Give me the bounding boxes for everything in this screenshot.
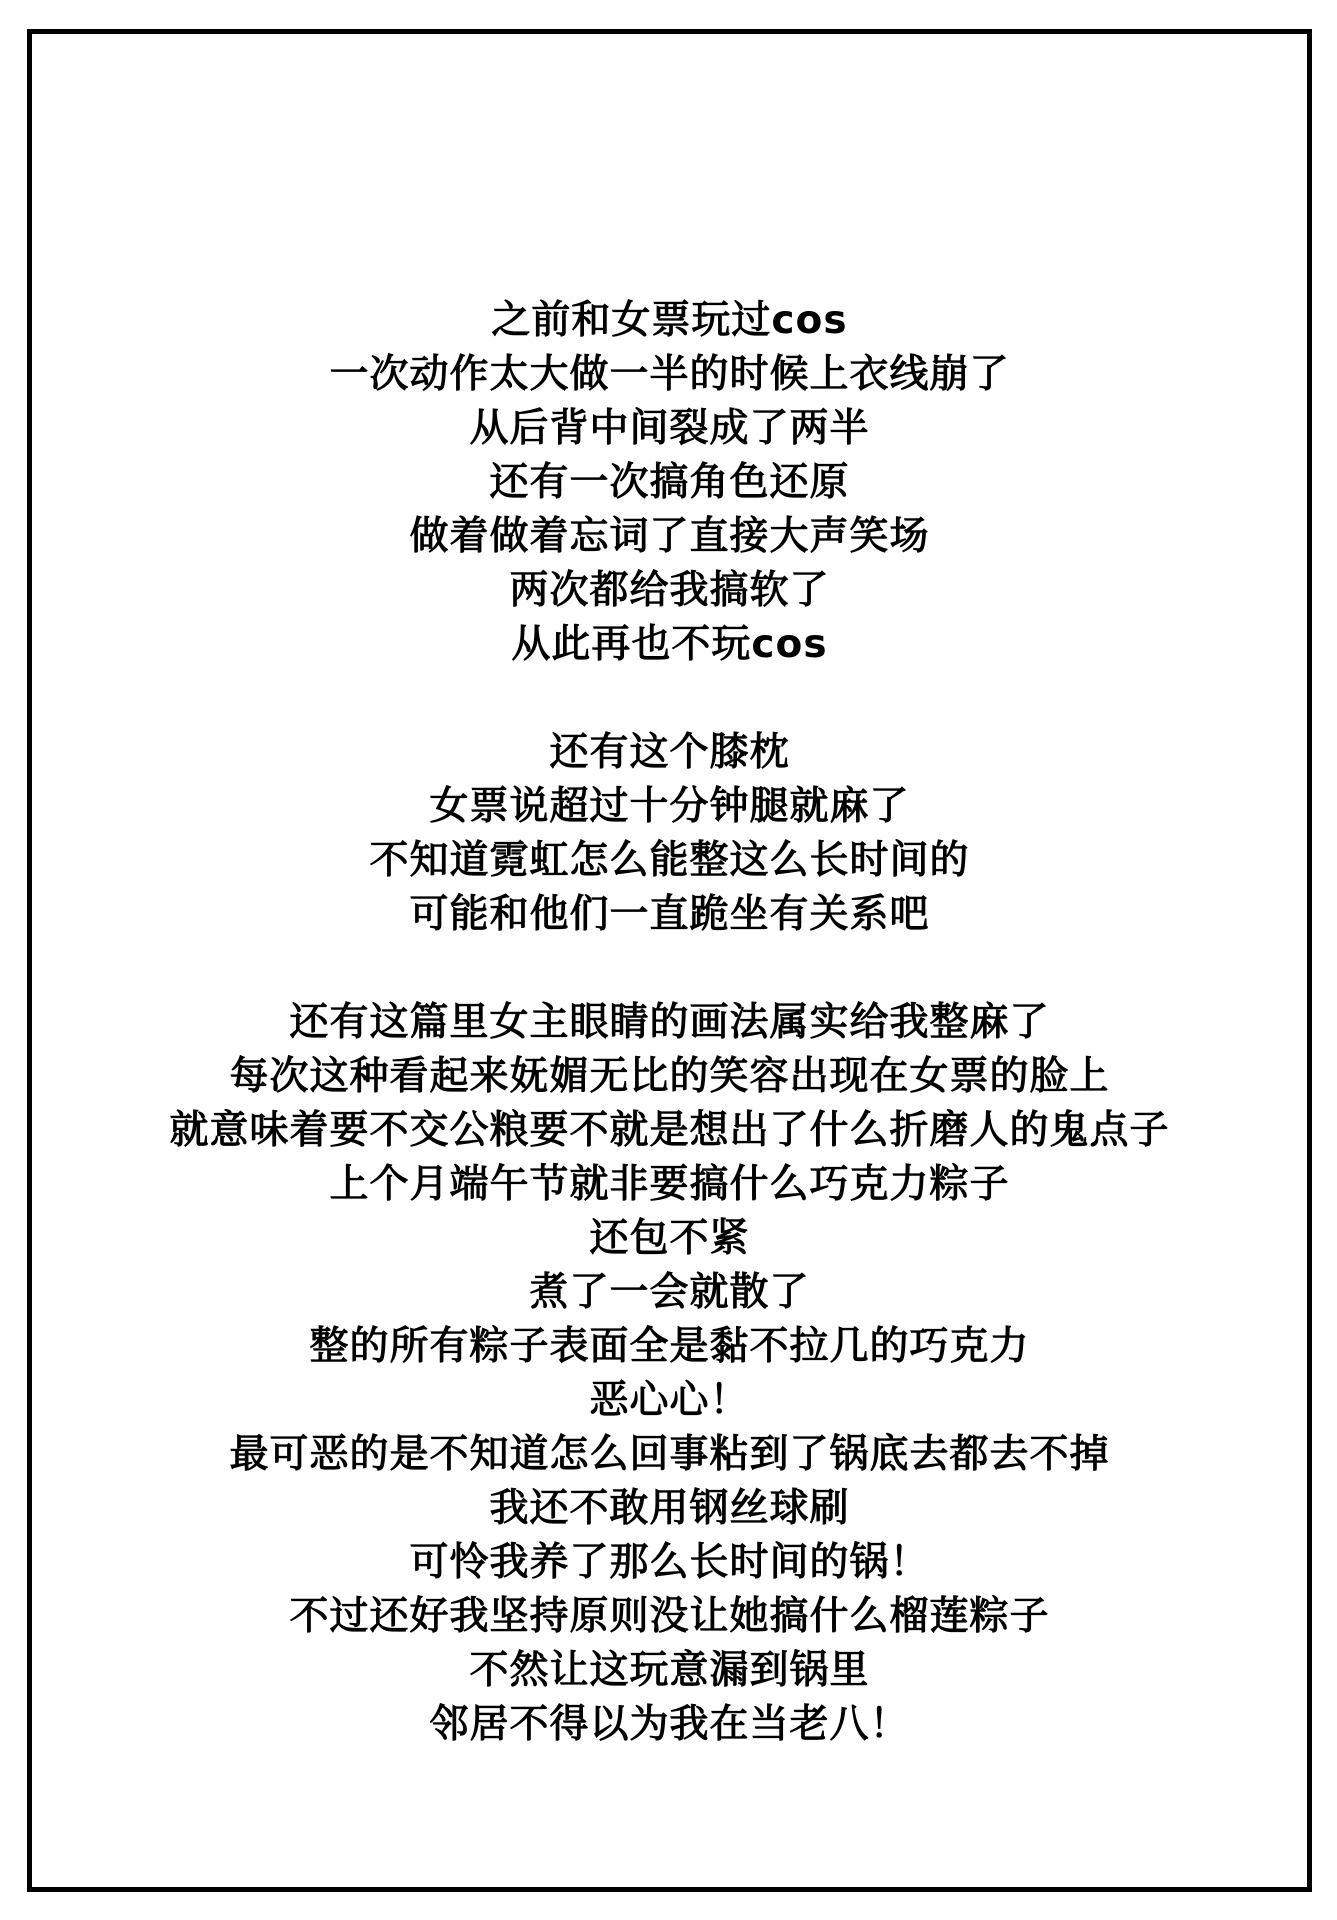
text-line: 从此再也不玩cos <box>511 622 828 667</box>
text-line: 就意味着要不交公粮要不就是想出了什么折磨人的鬼点子 <box>169 1108 1170 1153</box>
text-line: 女票说超过十分钟腿就麻了 <box>429 784 910 829</box>
text-line: 每次这种看起来妩媚无比的笑容出现在女票的脸上 <box>229 1054 1110 1099</box>
text-line: 不过还好我坚持原则没让她搞什么榴莲粽子 <box>289 1594 1050 1639</box>
text-line: 还有一次搞角色还原 <box>489 460 850 505</box>
text-line: 煮了一会就散了 <box>529 1270 810 1315</box>
text-line: 恶心心！ <box>589 1378 750 1423</box>
text-line: 上个月端午节就非要搞什么巧克力粽子 <box>329 1162 1010 1207</box>
text-line: 做着做着忘词了直接大声笑场 <box>409 514 930 559</box>
text-line: 邻居不得以为我在当老八！ <box>429 1702 910 1747</box>
text-line: 还包不紧 <box>589 1216 750 1261</box>
text-line: 不然让这玩意漏到锅里 <box>469 1648 870 1693</box>
text-line: 我还不敢用钢丝球刷 <box>489 1486 850 1531</box>
paragraph-gap <box>32 942 1307 996</box>
text-line: 两次都给我搞软了 <box>509 568 830 613</box>
text-line: 不知道霓虹怎么能整这么长时间的 <box>369 838 970 883</box>
paragraph-gap <box>32 672 1307 726</box>
text-line: 从后背中间裂成了两半 <box>469 406 870 451</box>
text-line: 最可恶的是不知道怎么回事粘到了锅底去都去不掉 <box>229 1432 1110 1477</box>
text-line: 可怜我养了那么长时间的锅！ <box>409 1540 930 1585</box>
text-line: 还有这个膝枕 <box>549 730 790 775</box>
text-line: 可能和他们一直跪坐有关系吧 <box>409 892 930 937</box>
text-line: 一次动作太大做一半的时候上衣线崩了 <box>329 352 1010 397</box>
text-line: 整的所有粽子表面全是黏不拉几的巧克力 <box>309 1324 1030 1369</box>
page-border-frame <box>27 29 1312 1892</box>
text-line: 之前和女票玩过cos <box>491 298 848 343</box>
text-content <box>32 294 1307 1752</box>
text-line: 还有这篇里女主眼睛的画法属实给我整麻了 <box>289 1000 1050 1045</box>
